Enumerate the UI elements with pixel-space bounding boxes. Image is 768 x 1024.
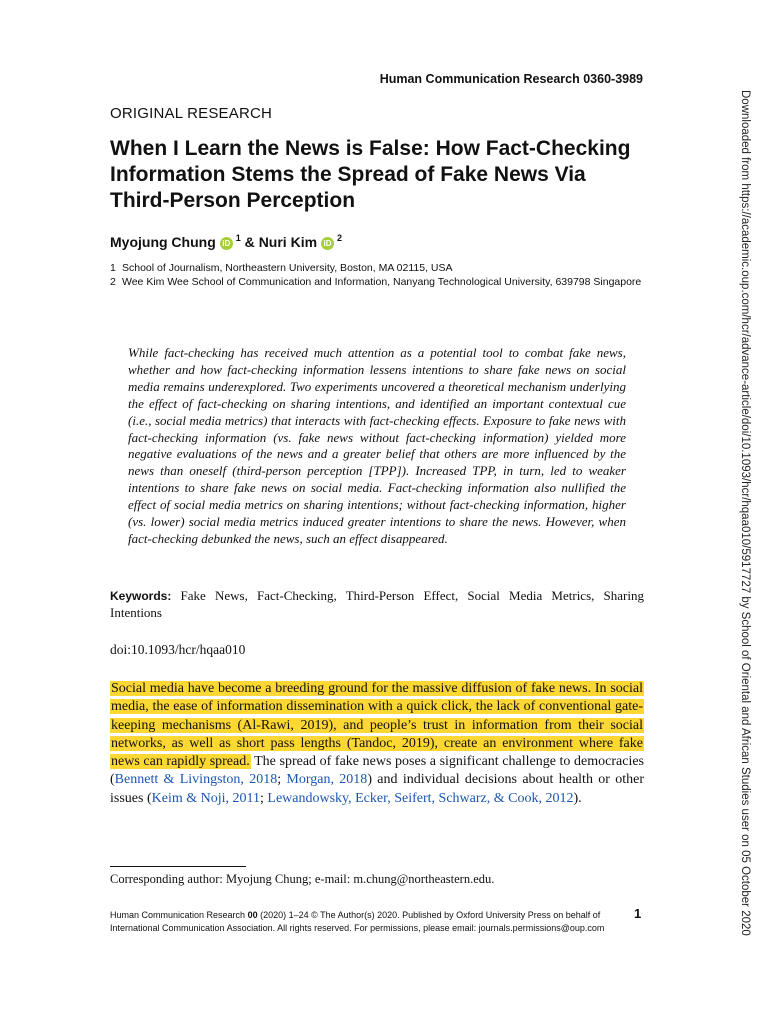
citation-link[interactable]: Lewandowsky, Ecker, Seifert, Schwarz, & Cook, 2012 (267, 790, 574, 806)
keywords-text: Fake News, Fact-Checking, Third-Person Effect, Social Media Metrics, Sharing Intentions (110, 588, 644, 620)
page-footer (110, 909, 630, 934)
citation-link[interactable]: Keim & Noji, 2011 (151, 790, 260, 806)
affiliation-text: School of Journalism, Northeastern University, Boston, MA 02115, USA (122, 262, 453, 274)
orcid-icon[interactable]: iD (321, 237, 334, 250)
footer-volume: 00 (247, 910, 258, 920)
corresponding-author-footnote: Corresponding author: Myojung Chung; e-mail: m.chung@northeastern.edu. (110, 872, 495, 886)
download-note-text: Downloaded from https://academic.oup.com/hcr/advance-article/doi/10.1093/hcr/hqaa010/5917727 by School of Oriental and African Studies user on 05 October 2020 (739, 90, 751, 936)
body-text: ). (573, 790, 582, 806)
article-title: When I Learn the News is False: How Fact-Checking Information Stems the Spread of Fake News Via Third-Person Perception (110, 137, 631, 212)
affiliation-text: Wee Kim Wee School of Communication and Information, Nanyang Technological University, 639798 Singapore (122, 276, 642, 288)
author-name: Nuri Kim (258, 234, 318, 250)
orcid-icon[interactable]: iD (220, 237, 233, 250)
citation-link[interactable]: Bennett & Livingston, 2018 (114, 772, 278, 788)
author-separator: & (244, 234, 255, 250)
body-text: ) and individual decisions about health or other issues ( (110, 772, 644, 806)
body-paragraph (110, 680, 644, 808)
footer-journal: Human Communication Research (110, 910, 246, 920)
affiliation-item (110, 275, 644, 289)
authors-line (110, 233, 342, 250)
affiliation-number: 2 (110, 276, 116, 288)
affiliations (110, 261, 644, 289)
abstract: While fact-checking has received much attention as a potential tool to combat fake news, whether and how fact-checking information lessens intentions to share fake news on social media remains underexplored. Two experiments uncovered a theoretical mechanism underlying the effect of fact-checking on sharing intentions, and identified an important contextual cue (i.e., social media metrics) that interacts with fact-checking effects. Exposure to fake news with fact-checking information (vs. fake news without fact-checking information) yielded more negative evaluations of the news and a greater belief that others are more influenced by the news than oneself (third-person perception [TPP]). Increased TPP, in turn, led to weaker intentions to share fake news on social media. Fact-checking information also nullified the effect of social media metrics on sharing intentions; without fact-checking information, higher (vs. lower) social media metrics induced greater intentions to share the news. However, when fact-checking debunked the news, such an effect disappeared. (128, 345, 626, 546)
body-text: The spread of fake news poses a significant challenge to democracies ( (110, 754, 645, 788)
footer-line-1 (110, 909, 630, 922)
footnote-divider (110, 866, 246, 867)
page-number: 1 (634, 906, 642, 921)
affiliation-item (110, 261, 644, 275)
doi[interactable]: doi:10.1093/hcr/hqaa010 (110, 642, 246, 657)
keywords (110, 588, 644, 621)
highlighted-text[interactable]: Social media have become a breeding ground for the massive diffusion of fake news. In social media, the ease of information dissemination with a quick click, the lack of conventional gate-keeping mechanisms (Al-Rawi, 2019), and people’s trust in information from their social networks, as well as short pass lengths (Tandoc, 2019), create an environment where fake news can rapidly spread. (111, 681, 643, 770)
journal-header: Human Communication Research 0360-3989 (379, 72, 643, 86)
body-text: ; (260, 790, 268, 806)
footer-copyright: (2020) 1–24 © The Author(s) 2020. Published by Oxford University Press on behalf of (257, 910, 601, 920)
section-label: ORIGINAL RESEARCH (110, 105, 273, 122)
citation-link[interactable]: Morgan, 2018 (286, 772, 368, 788)
footer-line-2: International Communication Association. All rights reserved. For permissions, please email: journals.permissions@oup.com (110, 922, 605, 933)
affiliation-sup: 2 (337, 233, 343, 243)
author-name: Myojung Chung (110, 234, 216, 250)
affiliation-number: 1 (110, 262, 116, 274)
download-note (737, 90, 751, 936)
body-text: ; (277, 772, 282, 788)
affiliation-sup: 1 (235, 233, 241, 243)
keywords-label: Keywords: (110, 589, 172, 603)
